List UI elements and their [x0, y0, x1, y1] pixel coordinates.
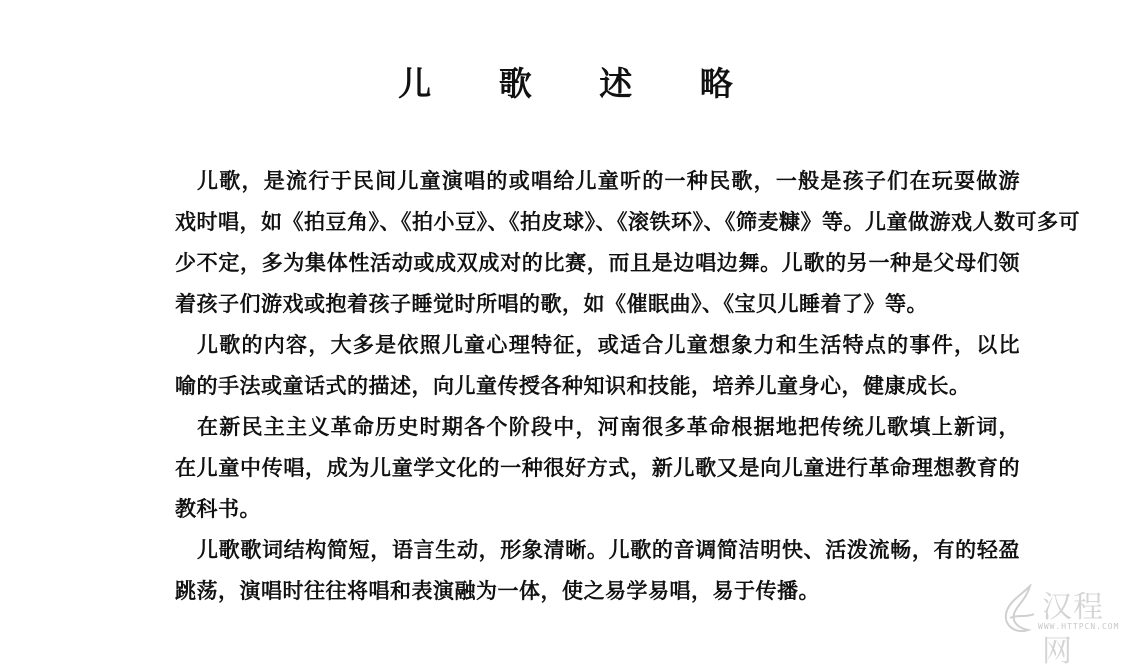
paragraph-2-line-2: 喻的手法或童话式的描述，向儿童传授各种知识和技能，培养儿童身心，健康成长。 — [175, 374, 971, 398]
document-title: 儿 歌 述 略 — [398, 64, 761, 103]
paragraph-4-line-1: 儿歌歌词结构简短，语言生动，形象清晰。儿歌的音调简洁明快、活泼流畅，有的轻盈 — [197, 538, 1020, 562]
paragraph-1-line-1: 儿歌，是流行于民间儿童演唱的或唱给儿童听的一种民歌，一般是孩子们在玩耍做游 — [197, 169, 1020, 193]
watermark-name: 汉程网 — [1042, 590, 1104, 669]
paragraph-2-line-1: 儿歌的内容，大多是依照儿童心理特征，或适合儿童想象力和生活特点的事件，以比 — [197, 333, 1020, 357]
paragraph-3-line-2: 在儿童中传唱，成为儿童学文化的一种很好方式，新儿歌又是向儿童进行革命理想教育的 — [175, 456, 1020, 480]
paragraph-3-line-3: 教科书。 — [175, 497, 261, 521]
watermark — [1000, 582, 1125, 669]
paragraph-1-line-2: 戏时唱，如《拍豆角》、《拍小豆》、《拍皮球》、《滚铁环》、《筛麦糠》等。儿童做游戏人数可多可 — [175, 210, 1080, 234]
paragraph-4-line-2: 跳荡，演唱时往往将唱和表演融为一体，使之易学易唱，易于传播。 — [175, 579, 820, 603]
paragraph-1-line-4: 着孩子们游戏或抱着孩子睡觉时所唱的歌，如《催眠曲》、《宝贝儿睡着了》等。 — [175, 292, 928, 316]
paragraph-3-line-1: 在新民主主义革命历史时期各个阶段中，河南很多革命根据地把传统儿歌填上新词， — [197, 415, 1020, 439]
paragraph-1-line-3: 少不定，多为集体性活动或成双成对的比赛，而且是边唱边舞。儿歌的另一种是父母们领 — [175, 251, 1020, 275]
watermark-url: WWW.HTTPCN.COM — [1038, 622, 1120, 631]
